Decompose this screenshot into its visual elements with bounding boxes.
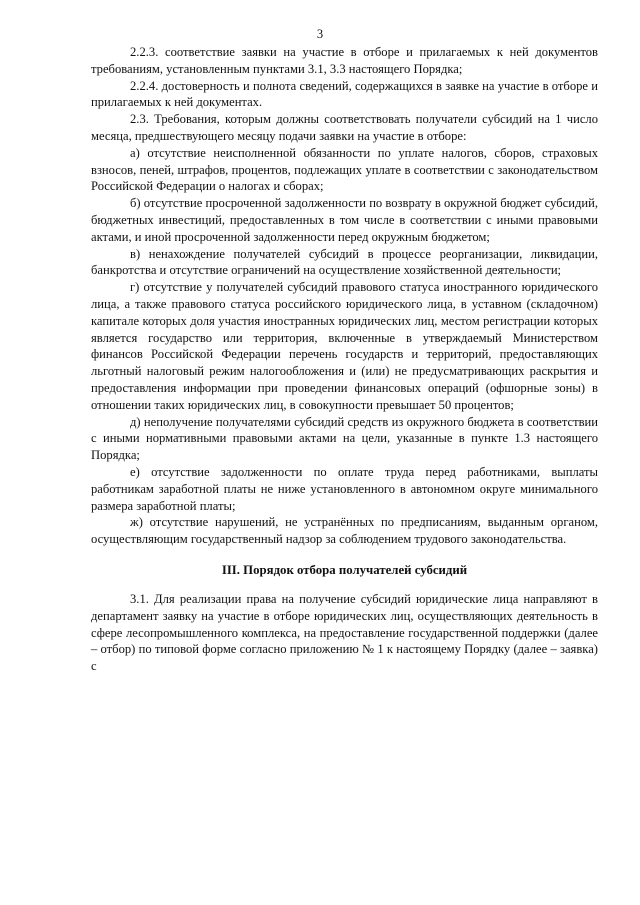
paragraph-item-v: в) ненахождение получателей субсидий в процессе реорганизации, ликвидации, банкротства и отсутствие ограничений на осуществление хозяйственной деятельности;: [91, 246, 598, 278]
section-heading: III. Порядок отбора получателей субсидий: [221, 562, 468, 577]
paragraph-item-a: а) отсутствие неисполненной обязанности по уплате налогов, сборов, страховых взносов, пеней, штрафов, процентов, подлежащих уплате в соответствии с законодательством Российской Федерации о налогах и сборах;: [91, 145, 598, 194]
paragraph-2-3: 2.3. Требования, которым должны соответствовать получатели субсидий на 1 число месяца, предшествующего месяцу подачи заявки на участие в отборе:: [91, 112, 598, 143]
paragraph-item-e: е) отсутствие задолженности по оплате труда перед работниками, выплаты работникам заработной платы не ниже установленного в автономном округе минимального размера заработной платы;: [91, 464, 598, 513]
paragraph-2-2-4: 2.2.4. достоверность и полнота сведений, содержащихся в заявке на участие в отборе и прилагаемых к ней документах.: [91, 78, 598, 110]
paragraph-item-zh: ж) отсутствие нарушений, не устранённых по предписаниям, выданным органом, осуществляющим государственный надзор за соблюдением трудового законодательства.: [91, 515, 598, 547]
paragraph-item-g: г) отсутствие у получателей субсидий правового статуса иностранного юридического лица, а также правового статуса российского юридического лица, в уставном (складочном) капитале которых доля участия иностранных юридических лиц, местом регистрации которых является государство или территория, включенные в утверждаемый Министерством финансов Российской Федерации перечень государств и территорий, предоставляющих льготный налоговый режим налогообложения и (или) не предусматривающих раскрытия и предоставления информации при проведении финансовых операций (офшорные зоны) в отношении таких юридических лиц, в совокупности превышает 50 процентов;: [91, 280, 598, 412]
document-body: [91, 44, 598, 675]
paragraph-3-1: 3.1. Для реализации права на получение субсидий юридические лица направляют в департамент заявку на участие в отборе юридических лиц, осуществляющих деятельность в сфере лесопромышленного комплекса, на предоставление государственной поддержки (далее – отбор) по типовой форме согласно приложению № 1 к настоящему Порядку (далее – заявка) с: [91, 591, 598, 674]
page-number: 3: [316, 27, 324, 41]
paragraph-2-2-3: 2.2.3. соответствие заявки на участие в отборе и прилагаемых к ней документов требованиям, установленным пунктами 3.1, 3.3 настоящего Порядка;: [91, 45, 598, 76]
paragraph-item-b: б) отсутствие просроченной задолженности по возврату в окружной бюджет субсидий, бюджетных инвестиций, предоставленных в том числе в соответствии с иными правовыми актами, и иной просроченной задолженности перед окружным бюджетом;: [91, 196, 598, 244]
paragraph-item-d: д) неполучение получателями субсидий средств из окружного бюджета в соответствии с иными нормативными правовыми актами на цели, указанные в пункте 1.3 настоящего Порядка;: [91, 414, 598, 463]
